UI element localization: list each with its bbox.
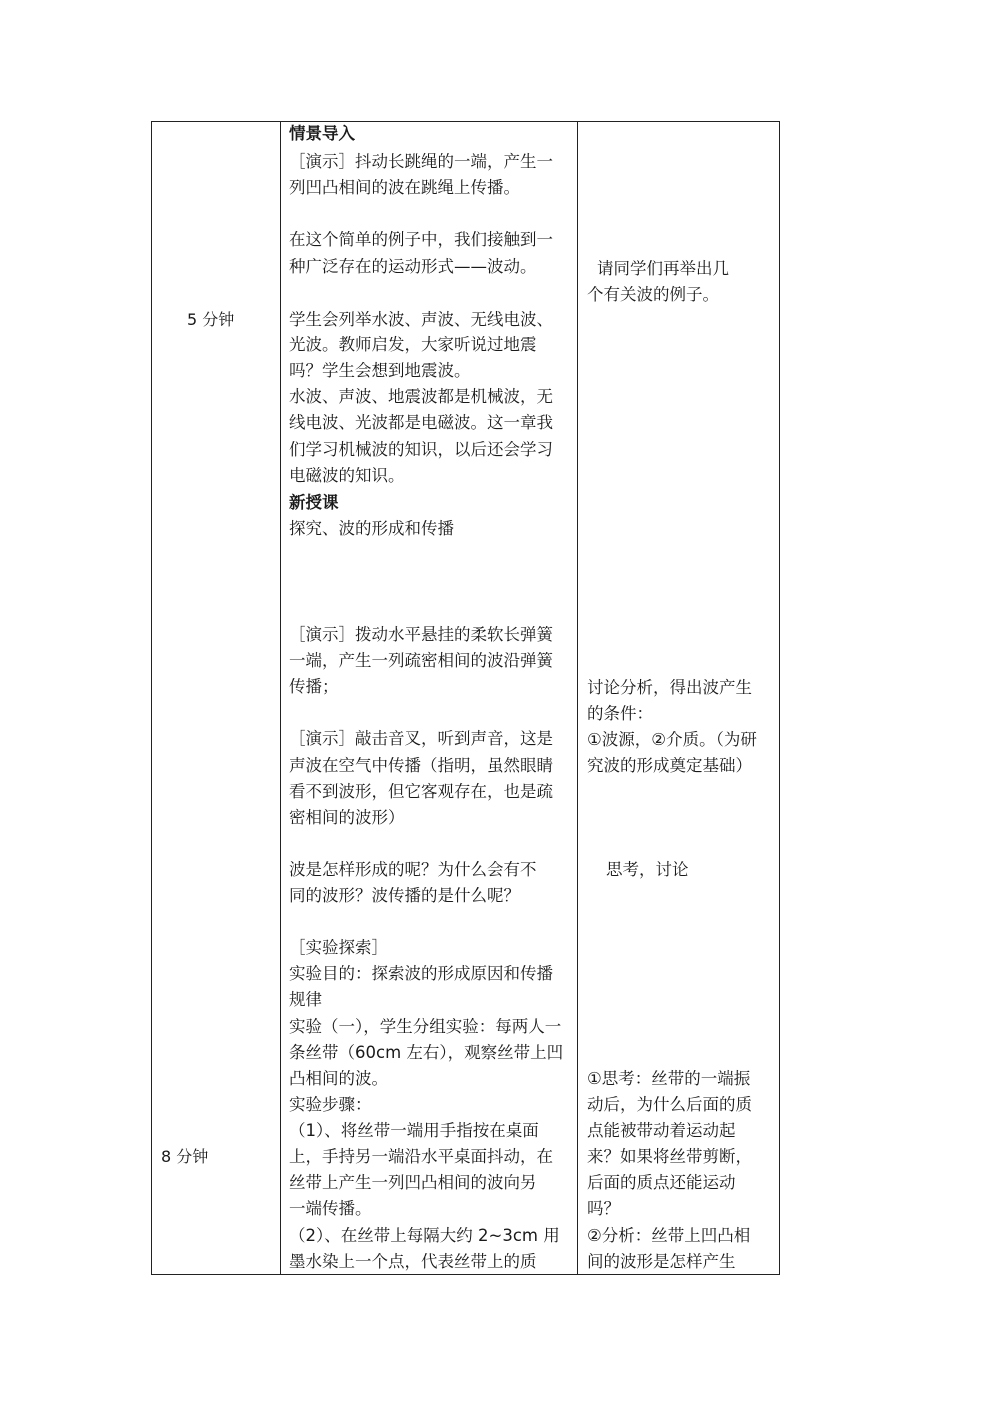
student-line: 个有关波的例子。 <box>587 285 719 304</box>
teacher-line: 实验（一），学生分组实验：每两人一 <box>289 1017 562 1036</box>
teacher-line: 传播； <box>289 677 339 696</box>
student-line: 的条件： <box>587 704 653 723</box>
student-line: 动后，为什么后面的质 <box>587 1095 752 1114</box>
teacher-line: 密相间的波形） <box>289 808 405 827</box>
heading-new-lesson: 新授课 <box>289 493 339 512</box>
teacher-line: 实验目的：探索波的形成原因和传播 <box>289 964 553 983</box>
student-line: ②分析：丝带上凹凸相 <box>587 1226 751 1245</box>
teacher-line: 在这个简单的例子中，我们接触到一 <box>289 230 553 249</box>
teacher-line: 波是怎样形成的呢？为什么会有不 <box>289 860 537 879</box>
teacher-line: 上，手持另一端沿水平桌面抖动，在 <box>289 1147 553 1166</box>
teacher-line: ［演示］敲击音叉，听到声音，这是 <box>289 729 553 748</box>
teacher-line: 列凹凸相间的波在跳绳上传播。 <box>289 178 520 197</box>
student-line: 间的波形是怎样产生 <box>587 1252 736 1271</box>
teacher-line: 光波。教师启发，大家听说过地震 <box>289 335 537 354</box>
column-divider-time <box>280 121 281 1275</box>
time-slot-1: 5 分钟 <box>187 310 235 329</box>
heading-scenario-intro: 情景导入 <box>289 124 355 143</box>
teacher-line: 吗？学生会想到地震波。 <box>289 361 471 380</box>
teacher-line: 线电波、光波都是电磁波。这一章我 <box>289 413 553 432</box>
student-line: 究波的形成奠定基础） <box>587 756 752 775</box>
teacher-line: 同的波形？波传播的是什么呢？ <box>289 886 520 905</box>
student-line: 来？如果将丝带剪断， <box>587 1147 752 1166</box>
teacher-line: 条丝带（60cm 左右），观察丝带上凹 <box>289 1043 564 1062</box>
student-line: 后面的质点还能运动 <box>587 1173 736 1192</box>
student-line: ①波源，②介质。（为研 <box>587 730 757 749</box>
teacher-line: （2）、在丝带上每隔大约 2~3cm 用 <box>289 1226 560 1245</box>
student-line: 吗？ <box>587 1199 620 1218</box>
teacher-line: 凸相间的波。 <box>289 1069 388 1088</box>
student-line: 思考，讨论 <box>606 860 689 879</box>
teacher-line: 一端，产生一列疏密相间的波沿弹簧 <box>289 651 553 670</box>
teacher-line: 种广泛存在的运动形式——波动。 <box>289 257 537 276</box>
teacher-line: （1）、将丝带一端用手指按在桌面 <box>289 1121 539 1140</box>
time-slot-2: 8 分钟 <box>161 1147 209 1166</box>
teacher-line: ［演示］抖动长跳绳的一端，产生一 <box>289 152 553 171</box>
teacher-line: ［演示］拨动水平悬挂的柔软长弹簧 <box>289 625 553 644</box>
student-line: 点能被带动着运动起 <box>587 1121 736 1140</box>
teacher-line: ［实验探索］ <box>289 938 388 957</box>
teacher-line: 们学习机械波的知识，以后还会学习 <box>289 440 553 459</box>
teacher-line: 学生会列举水波、声波、无线电波、 <box>289 310 553 329</box>
student-line: ①思考：丝带的一端振 <box>587 1069 751 1088</box>
teacher-line: 墨水染上一个点，代表丝带上的质 <box>289 1252 537 1271</box>
teacher-line: 探究、波的形成和传播 <box>289 519 454 538</box>
teacher-line: 声波在空气中传播（指明，虽然眼睛 <box>289 756 553 775</box>
teacher-line: 水波、声波、地震波都是机械波，无 <box>289 387 553 406</box>
teacher-line: 丝带上产生一列凹凸相间的波向另 <box>289 1173 537 1192</box>
teacher-line: 看不到波形，但它客观存在，也是疏 <box>289 782 553 801</box>
student-line: 请同学们再举出几 <box>597 259 729 278</box>
teacher-line: 规律 <box>289 990 322 1009</box>
teacher-line: 实验步骤： <box>289 1095 372 1114</box>
teacher-line: 一端传播。 <box>289 1199 372 1218</box>
column-divider-activity <box>577 121 578 1275</box>
teacher-line: 电磁波的知识。 <box>289 466 405 485</box>
student-line: 讨论分析，得出波产生 <box>587 678 752 697</box>
